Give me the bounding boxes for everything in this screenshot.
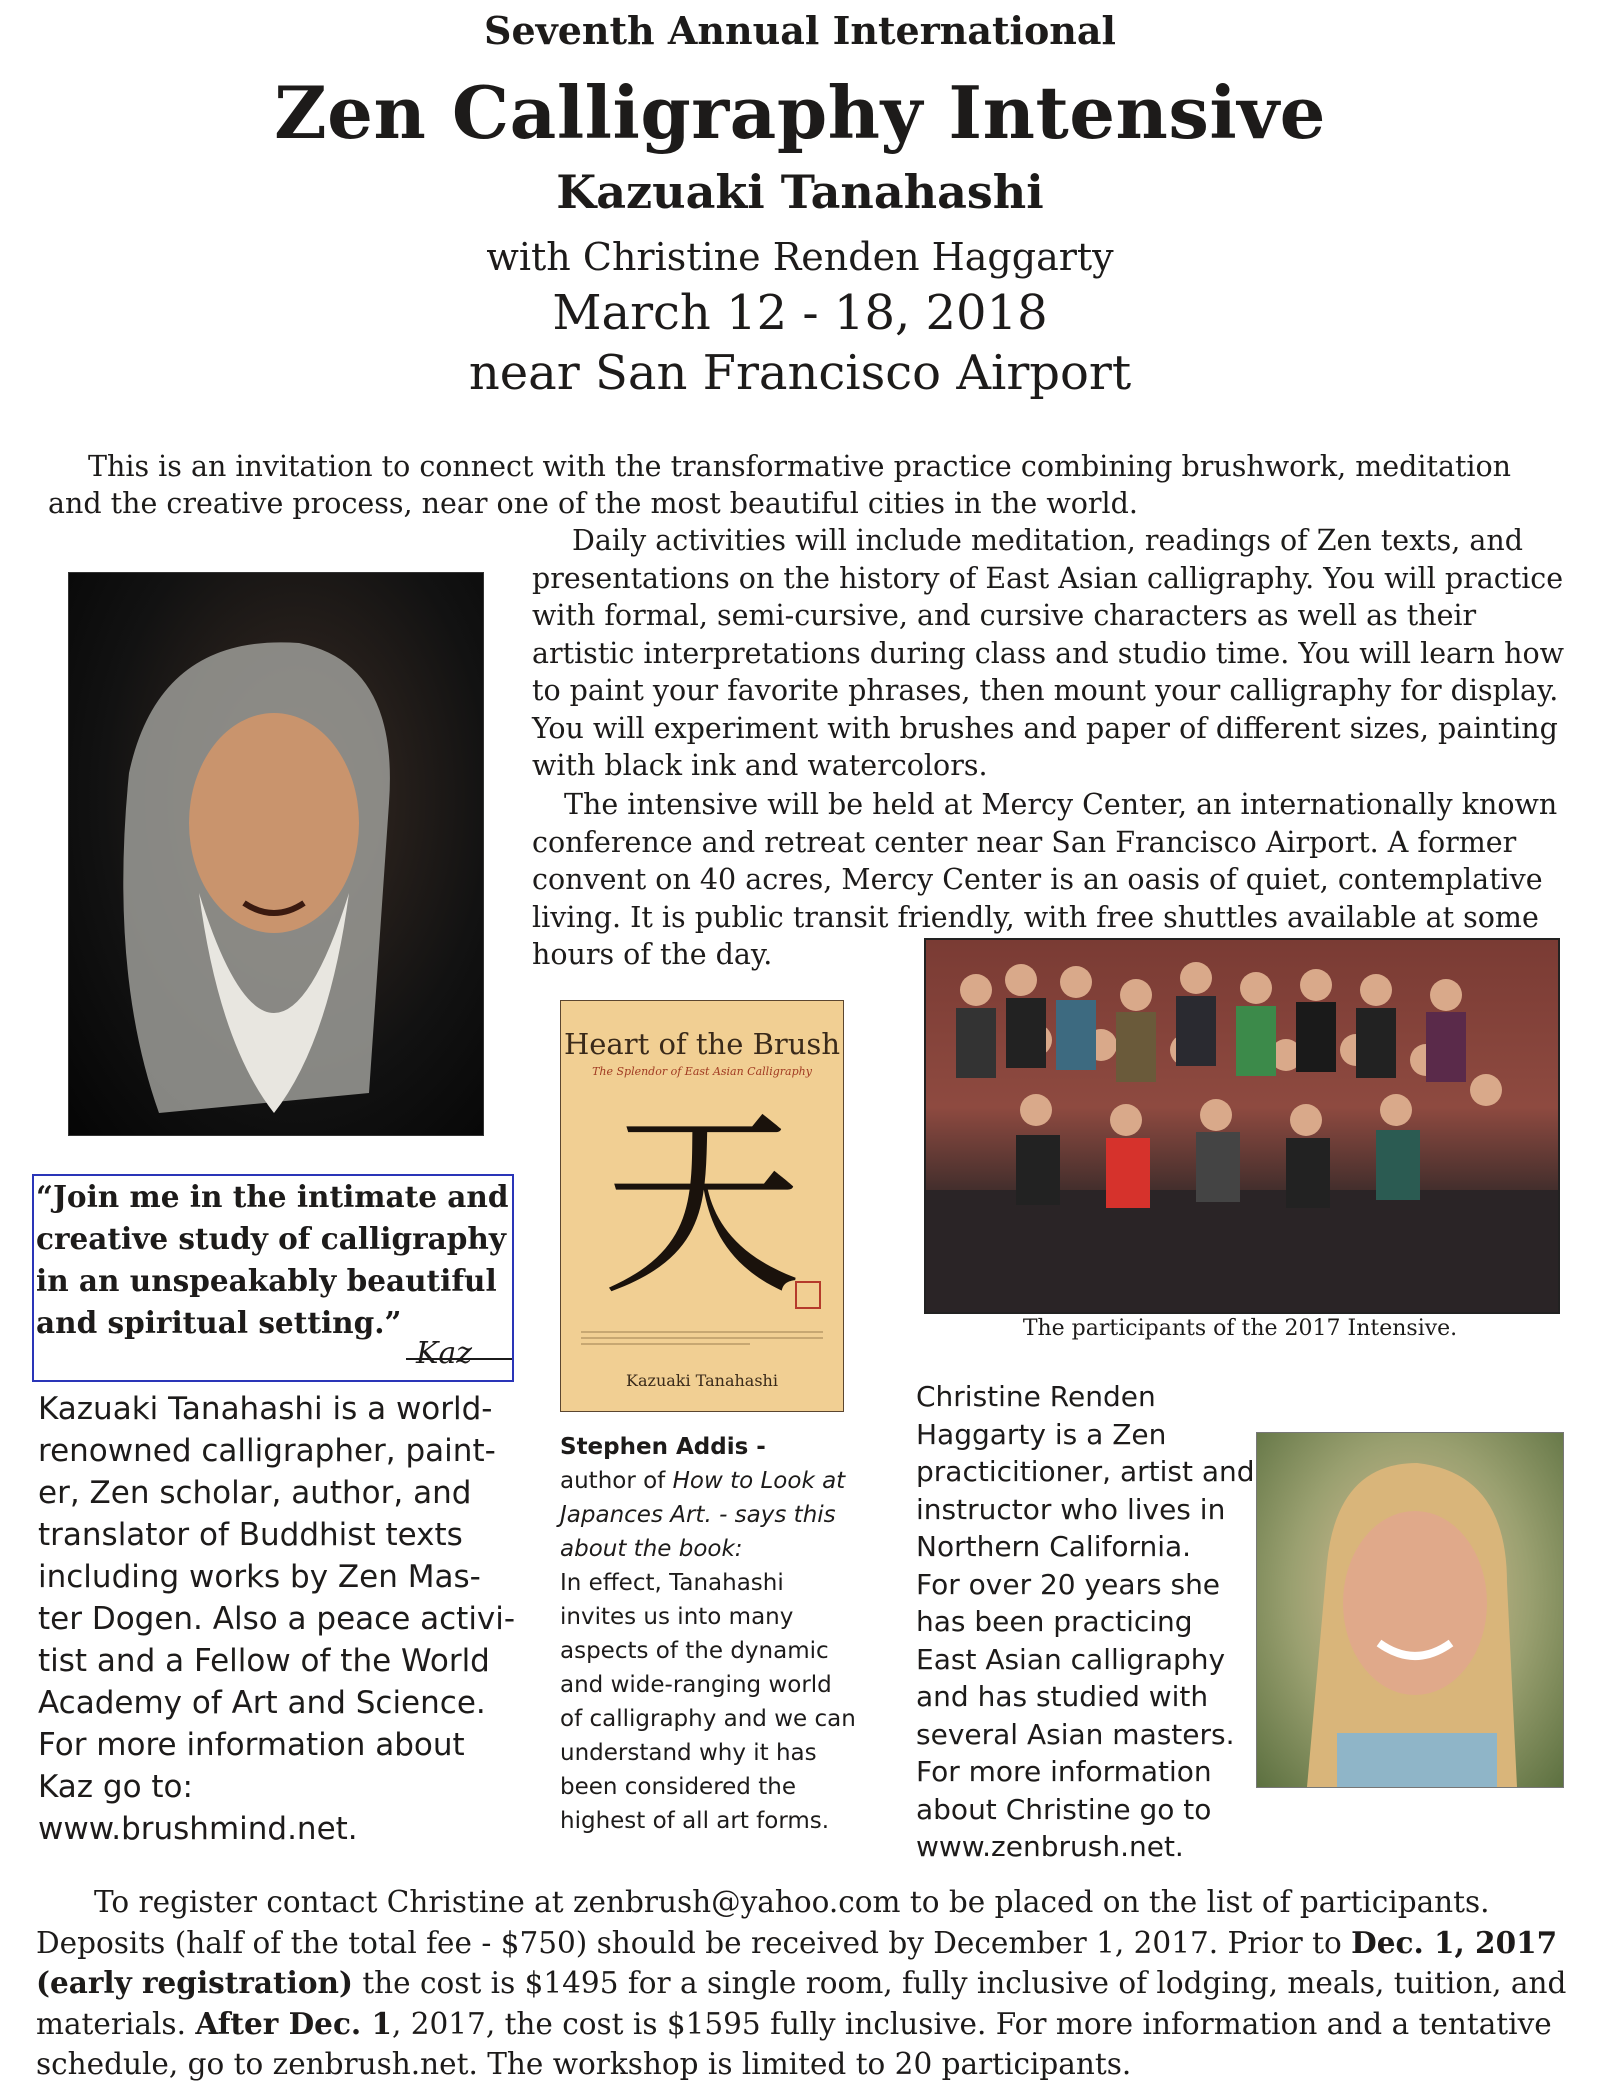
reviewer-says: - says this about the book: [560, 1502, 836, 1562]
quote-box [32, 1174, 514, 1382]
registration-paragraph [36, 1882, 1570, 2085]
activities-paragraph: Daily activities will include meditation, readings of Zen texts, and presentations on the history of East Asian calligraphy. You will practice with formal, semi-cursive, and cursive characters as well as their artistic interpretations during class and studio time. You will learn how to paint your favorite phrases, then mount your calligraphy for display. You will experiment with brushes and paper of different sizes, painting with black ink and watercolors. [532, 524, 1564, 782]
group-photo [924, 938, 1560, 1314]
book-cover [560, 1000, 844, 1412]
book-author: Kazuaki Tanahashi [626, 1371, 778, 1390]
christine-bio: Christine Renden Haggarty is a Zen practicitioner, artist and instructor who lives in Northern California. For over 20 years she has been practicing East Asian calligraphy and has studied with several Asian masters. For more information about Christine go to www.zenbrush.net. [916, 1380, 1255, 1863]
early-registration-date: Dec. 1, 2017 (early registration) [36, 1924, 1558, 2000]
teacher-name: Kazuaki Tanahashi [556, 165, 1044, 219]
kaz-bio: Kazuaki Tanahashi is a world- renowned calligrapher, paint- er, Zen scholar, author, and translator of Buddhist texts including works by Zen Mas- ter Dogen. Also a peace activi- tist and a Fellow of the World Academy of Art and Science. For more information about Kaz go to: www.brushmind.net. [38, 1391, 516, 1847]
event-title: Zen Calligraphy Intensive [274, 70, 1326, 155]
reviewer-dash: - [748, 1434, 766, 1460]
book-title: Heart of the Brush [563, 1027, 840, 1061]
kazuaki-portrait-photo [68, 572, 484, 1136]
christine-portrait-photo [1256, 1432, 1564, 1788]
addis-review [560, 1430, 860, 1838]
reviewer-name: Stephen Addis [560, 1434, 749, 1460]
group-photo-caption: The participants of the 2017 Intensive. [1022, 1316, 1458, 1341]
signature-box [398, 1326, 512, 1380]
reviewer-book-title: How to Look at Japances Art. [560, 1468, 846, 1528]
registration-text-2: the cost is $1495 for a single room, fully inclusive of lodging, meals, tuition, and materials. [36, 1966, 1567, 2041]
book-subtitle: The Splendor of East Asian Calligraphy [592, 1065, 812, 1078]
registration-text-3: , 2017, the cost is $1595 fully inclusive. For more information and a tentative schedule, go to zenbrush.net. The workshop is limited to 20 participants. [36, 2006, 1552, 2081]
book-blurb-lines [581, 1331, 823, 1349]
intro-paragraph: This is an invitation to connect with the transformative practice combining brushwork, meditation and the creative process, near one of the most beautiful cities in the world. [48, 450, 1512, 520]
kaz-quote: “Join me in the intimate and creative study of calligraphy in an unspeakably beautiful and spiritual setting.” [36, 1179, 509, 1340]
event-venue: near San Francisco Airport [468, 345, 1132, 401]
event-dates: March 12 - 18, 2018 [552, 285, 1048, 341]
kaz-signature: Kaz [416, 1336, 473, 1371]
registration-text-1: To register contact Christine at zenbrush@yahoo.com to be placed on the list of participants. Deposits (half of the total fee - $750) should be received by December 1, 2017. Prior to [36, 1885, 1490, 1960]
portrait-illustration [69, 573, 483, 1135]
book-calligraphy-glyph: 天 [601, 1090, 802, 1323]
late-registration-date: After Dec. 1 [195, 2005, 392, 2041]
co-teacher-line: with Christine Renden Haggarty [486, 235, 1114, 279]
reviewer-author-of: author of [560, 1468, 673, 1494]
red-seal-icon [795, 1281, 821, 1309]
group-illustration [926, 940, 1558, 1312]
event-kicker: Seventh Annual International [484, 8, 1116, 53]
venue-paragraph: The intensive will be held at Mercy Center, an internationally known conference and retreat center near San Francisco Airport. A former convent on 40 acres, Mercy Center is an oasis of quiet, contemplative living. It is public transit friendly, with free shuttles available at some hours of the day. [532, 788, 1558, 971]
christine-illustration [1257, 1433, 1563, 1787]
review-quote: In effect, Tanahashi invites us into many aspects of the dynamic and wide-ranging world of calligraphy and we can understand why it has been considered the highest of all art forms. [560, 1570, 856, 1834]
